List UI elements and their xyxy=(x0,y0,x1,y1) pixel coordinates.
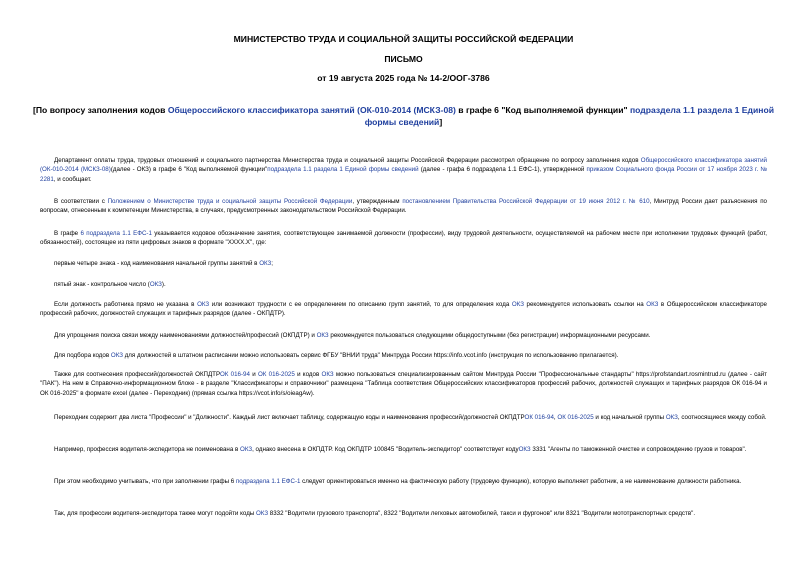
paragraph-text: Для упрощения поиска связи между наименованиями должностей/профессий (ОКПДТР) и xyxy=(54,332,317,339)
paragraph-text: , однако внесена в ОКПДТР. Код ОКПДТР 100845 "Водитель-экспедитор" соответствует коду xyxy=(252,446,519,453)
paragraph-text: и кодов xyxy=(294,371,322,378)
link-okz[interactable]: ОКЗ xyxy=(665,414,678,421)
link-okz[interactable]: ОКЗ xyxy=(518,446,531,453)
paragraph-text: для должностей в штатном расписании можно использовать сервис ФГБУ "ВНИИ труда" Минтруда России https://info.vcot.info (инструкция по использованию прилагается). xyxy=(122,352,619,359)
paragraph-text: в Общероссийском классификаторе профессий рабочих, должностей служащих и тарифных разрядов (далее - ОКПДТР). xyxy=(40,301,767,318)
paragraph-text: ). xyxy=(161,281,166,288)
paragraph-text: и xyxy=(249,371,258,378)
link-efs[interactable]: подраздела 1.1 ЕФС-1 xyxy=(235,478,301,485)
paragraph-11 xyxy=(40,445,767,454)
link-okz[interactable]: ОКЗ xyxy=(149,281,162,288)
paragraph-text: , и сообщает. xyxy=(53,175,92,183)
title-text: в графе 6 "Код выполняемой функции" xyxy=(455,105,630,115)
paragraph-text: , утвержденным xyxy=(352,198,403,205)
paragraph-text: рекомендуется использовать ссылки на xyxy=(523,301,647,308)
paragraph-text: , xyxy=(553,414,558,421)
paragraph-12 xyxy=(40,477,767,486)
link-regulation[interactable]: Положением о Министерстве труда и социальной защиты Российской Федерации xyxy=(107,198,353,205)
paragraph-text: или возникают трудности с ее определением по описанию групп занятий, то для определения кода xyxy=(209,301,512,308)
paragraph-text: В графе xyxy=(54,230,81,237)
paragraph-text: можно пользоваться специализированным сайтом Минтруда России "Профессиональные стандарты" https://profstandart.rosmintrud.ru (далее - сайт "ПАК"). На нем в Справочно-информационном блоке - в разделе "Классификаторы и справочники" размещена "Таблица соответствия Общероссийских классификаторов профессий рабочих, должностей служащих и тарифных разрядов ОК 016-94 и ОК 016-2025" в формате excel (далее - Переходник) (прямая ссылка https://vcot.info/s/oieagAw). xyxy=(40,371,767,397)
link-okz[interactable]: ОКЗ xyxy=(646,301,659,308)
title-link-okz[interactable]: Общероссийского классификатора занятий (ОК-010-2014 (МСКЗ-08) xyxy=(167,105,456,115)
link-efs[interactable]: 6 подраздела 1.1 ЕФС-1 xyxy=(80,230,152,237)
paragraph-10 xyxy=(40,413,767,422)
link-ok-016-94[interactable]: ОК 016-94 xyxy=(524,414,554,421)
link-decree[interactable]: постановлением Правительства Российской Федерации от 19 июня 2012 г. № 610 xyxy=(402,198,650,205)
paragraph-text: , Минтруд России дает разъяснения по вопросам, отнесенным к компетенции Министерства, в случаях, предусмотренных законодательством Российской Федерации. xyxy=(40,198,767,215)
paragraph-1 xyxy=(40,156,767,184)
link-okz[interactable]: ОКЗ xyxy=(511,301,524,308)
ministry-heading: МИНИСТЕРСТВО ТРУДА И СОЦИАЛЬНОЙ ЗАЩИТЫ РОССИЙСКОЙ ФЕДЕРАЦИИ xyxy=(233,34,574,44)
link-okz[interactable]: ОКЗ xyxy=(316,332,329,339)
paragraph-text: пятый знак - контрольное число ( xyxy=(54,281,150,288)
paragraph-text: указывается кодовое обозначение занятия, соответствующее занимаемой должности (профессии), виду трудовой деятельности, осуществляемой на рабочем месте при исполнении трудовых функций (работ, обязанностей), состоящее из пяти цифровых знаков в формате "XXXX.X", где: xyxy=(40,230,767,247)
paragraph-3 xyxy=(40,229,767,248)
paragraph-text: первые четыре знака - код наименования начальной группы занятий в xyxy=(54,260,260,267)
document-title xyxy=(30,104,777,128)
paragraph-text: , соотносящиеся между собой. xyxy=(677,414,767,421)
paragraph-text: следует ориентироваться именно на фактическую работу (трудовую функцию), которую выполняет работник, а не наименование должности работника. xyxy=(300,478,742,485)
link-efs[interactable]: подраздела 1.1 раздела 1 Единой формы сведений xyxy=(267,166,419,174)
title-text: ] xyxy=(439,117,443,127)
title-text: [По вопросу заполнения кодов xyxy=(33,105,168,115)
paragraph-text: и код начальной группы xyxy=(593,414,666,421)
paragraph-text: Департамент оплаты труда, трудовых отношений и социального партнерства Министерства труда и социальной защиты Российской Федерации рассмотрел обращение по вопросу заполнения кодов xyxy=(54,157,641,164)
paragraph-text: ; xyxy=(271,260,274,267)
paragraph-text: 8332 "Водители грузового транспорта", 8322 "Водители легковых автомобилей, такси и фургонов" или 8321 "Водители мототранспортных средств". xyxy=(268,510,696,517)
paragraph-5 xyxy=(40,280,767,289)
link-order-sfr[interactable]: приказом Социального фонда России от 17 ноября 2023 г. № 2281 xyxy=(40,166,768,183)
link-ok-016-2025[interactable]: ОК 016-2025 xyxy=(257,371,295,378)
link-okz[interactable]: ОКЗ xyxy=(240,446,253,453)
paragraph-text: Для подбора кодов xyxy=(54,352,111,359)
paragraph-2 xyxy=(40,197,767,216)
link-okz[interactable]: ОКЗ xyxy=(197,301,210,308)
paragraph-6 xyxy=(40,300,767,319)
link-okz[interactable]: ОКЗ xyxy=(259,260,272,267)
link-ok-016-94[interactable]: ОК 016-94 xyxy=(219,371,250,378)
paragraph-text: Если должность работника прямо не указана в xyxy=(54,301,198,308)
link-okz[interactable]: ОКЗ xyxy=(255,510,269,517)
paragraph-text: Так, для профессии водителя-экспедитора также могут подойти коды xyxy=(54,510,256,517)
paragraph-text: рекомендуется пользоваться следующими общедоступными (без регистрации) информационными ресурсами. xyxy=(328,332,651,339)
paragraph-text: В соответствии с xyxy=(54,198,108,205)
paragraph-text: При этом необходимо учитывать, что при заполнении графы 6 xyxy=(54,478,236,485)
link-ok-016-2025[interactable]: ОК 016-2025 xyxy=(557,414,594,421)
paragraph-13 xyxy=(40,509,767,518)
paragraph-text: (далее - графа 6 подраздела 1.1 ЕФС-1), утвержденной xyxy=(418,166,587,174)
paragraph-8 xyxy=(40,351,767,360)
paragraph-text: (далее - ОКЗ) в графе 6 "Код выполняемой функции" xyxy=(110,166,268,174)
link-okz[interactable]: ОКЗ xyxy=(321,371,334,378)
paragraph-text: Переходник содержит два листа "Профессии" и "Должности". Каждый лист включает таблицу, содержащую коды и наименования профессий/должностей ОКПДТР xyxy=(54,414,525,421)
paragraph-text: Например, профессия водителя-экспедитора не поименована в xyxy=(54,446,240,453)
document-type: ПИСЬМО xyxy=(384,54,423,64)
link-okz[interactable]: Общероссийского классификатора занятий (ОК-010-2014 (МСКЗ-08) xyxy=(40,157,767,174)
paragraph-7 xyxy=(40,331,767,340)
document-date-number: от 19 августа 2025 года № 14-2/ООГ-3786 xyxy=(317,73,490,83)
paragraph-text: 3331 "Агенты по таможенной очистке и сопровождению грузов и товаров". xyxy=(530,446,747,453)
paragraph-9 xyxy=(40,370,767,398)
paragraph-4 xyxy=(40,259,767,268)
title-link-efs[interactable]: подраздела 1.1 раздела 1 Единой формы сведений xyxy=(364,105,774,127)
paragraph-text: Также для соотнесения профессий/должностей ОКПДТР xyxy=(54,371,220,378)
link-okz[interactable]: ОКЗ xyxy=(110,352,123,359)
